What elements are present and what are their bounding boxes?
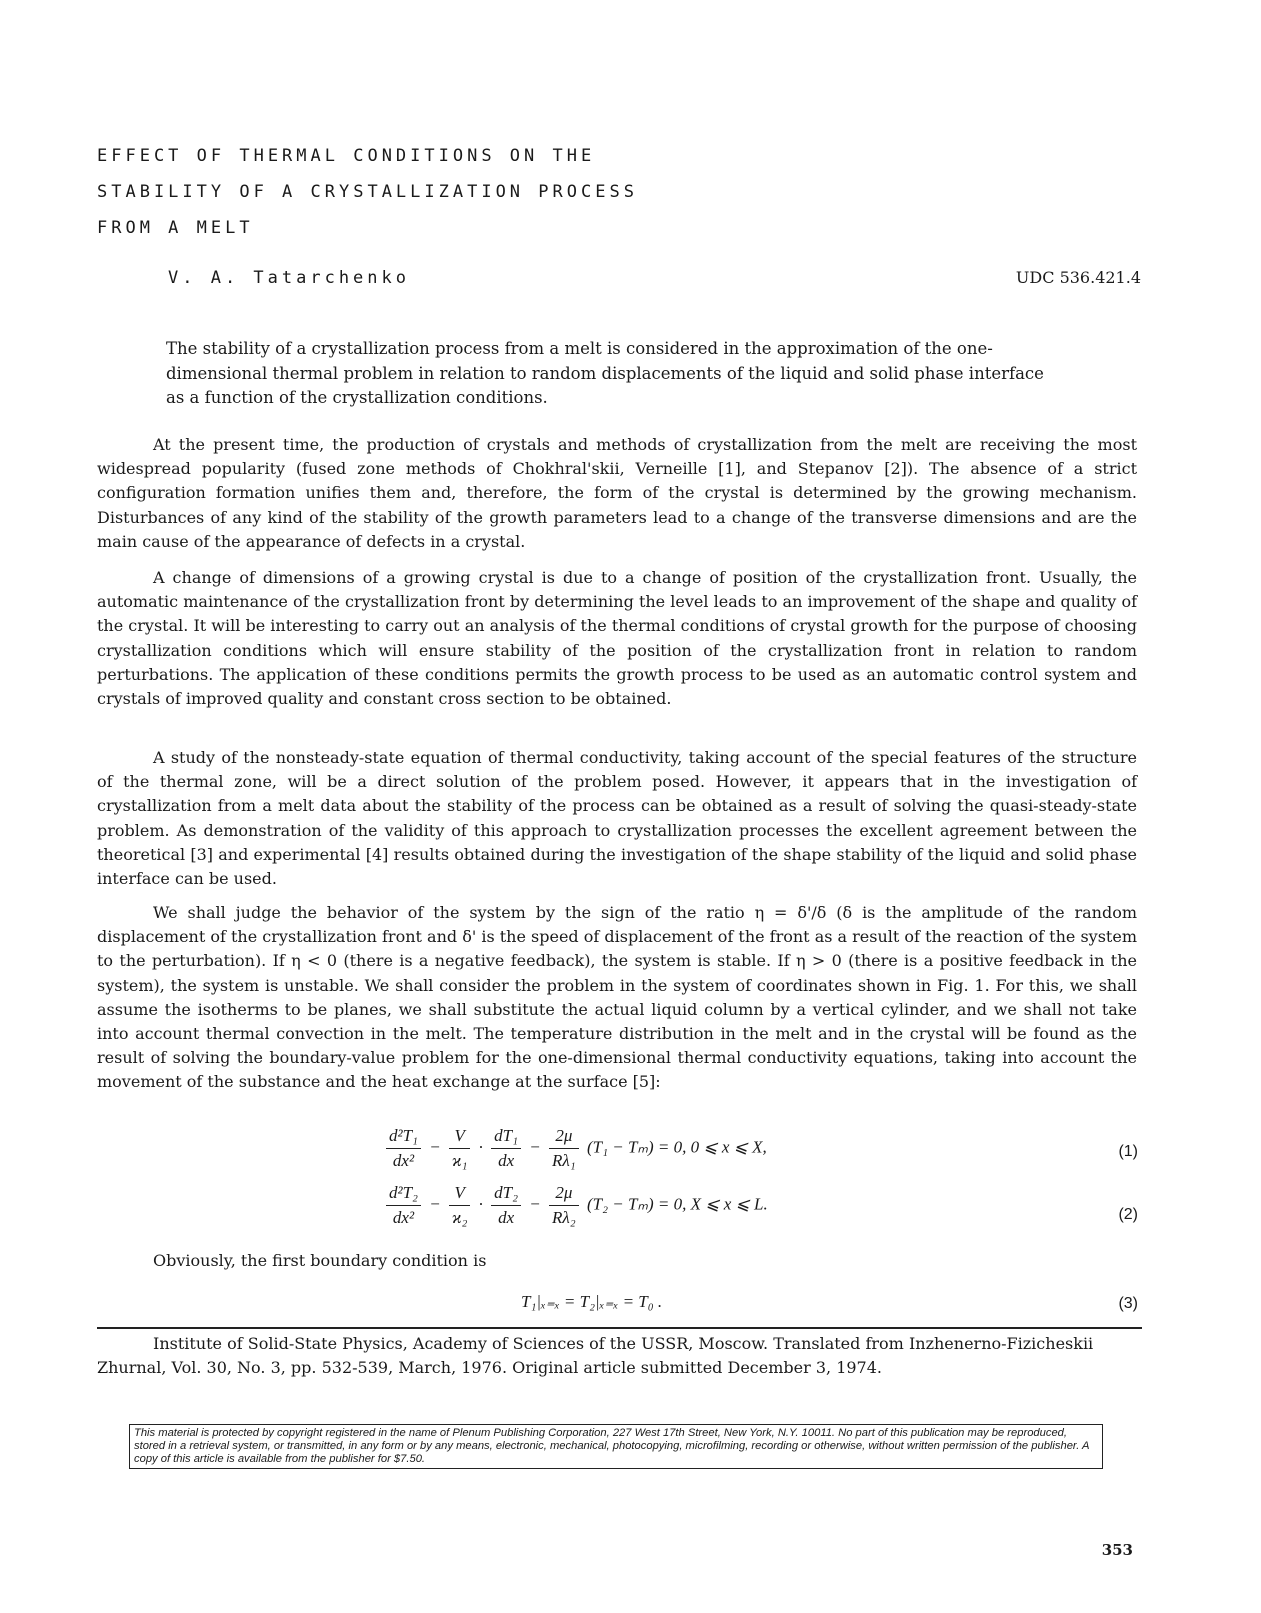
eq2-velocity-term: $\frac{V}{\text{ϰ₂}}$: [449, 1183, 470, 1228]
udc-code: UDC 536.421.4: [1015, 268, 1141, 287]
title-line-1: EFFECT OF THERMAL CONDITIONS ON THE: [97, 146, 596, 166]
eq2-heat-exchange-term: $\frac{2\mu}{\text{Rλ₂}}$: [549, 1183, 579, 1228]
paragraph-1: At the present time, the production of crystals and methods of crystallization from the melt are receiving the most widespread popularity (fused zone methods of Chokhral'skii, Verneille [1], and Stepanov [2]). The absence of a strict configuration formation unifies them and, therefore, the form of the crystal is determined by the growing mechanism. Disturbances of any kind of the stability of the growth parameters lead to a change of the transverse dimensions and are the main cause of the appearance of defects in a crystal.: [97, 435, 1137, 551]
abstract: The stability of a crystallization process from a melt is considered in the approximation of the one-dimensional thermal problem in relation to random displacements of the liquid and solid phase interface as a function of the crystallization conditions.: [166, 339, 1044, 407]
copyright-notice: This material is protected by copyright registered in the name of Plenum Publishing Corporation, 227 West 17th Street, New York, N.Y. 10011. No part of this publication may be reproduced, stored in a retrieval system, or transmitted, in any form or by any means, electronic, mechanical, photocopying, microfilming, recording or otherwise, without written permission of the publisher. A copy of this article is available from the publisher for $7.50.: [129, 1424, 1103, 1469]
eq1-velocity-term: $\frac{V}{\text{ϰ₁}}$: [449, 1126, 470, 1171]
equation-2-number: (2): [1118, 1206, 1138, 1223]
page-number: 353: [1101, 1541, 1133, 1559]
eq1-tail: (T₁ − Tₘ) = 0, 0 ⩽ x ⩽ X,: [586, 1137, 767, 1157]
equation-2: $\frac{\text{d²T₂}}{\text{dx²}}$ − $\frac{V}{\text{ϰ₂}}$ · $\frac{\text{dT₂}}{dx}$ − $\frac{2\mu}{\text{Rλ₂}}$ (T₂ − Tₘ) = 0, X ⩽ x ⩽ L.: [382, 1183, 768, 1228]
eq1-first-derivative: $\frac{\text{dT₁}}{dx}$: [491, 1126, 521, 1171]
eq1-second-derivative: $\frac{\text{d²T₁}}{\text{dx²}}$: [386, 1126, 421, 1171]
equation-1: $\frac{\text{d²T₁}}{\text{dx²}}$ − $\frac{V}{\text{ϰ₁}}$ · $\frac{\text{dT₁}}{dx}$ − $\frac{2\mu}{\text{Rλ₁}}$ (T₁ − Tₘ) = 0, 0 ⩽ x ⩽ X,: [382, 1126, 767, 1171]
equation-3: T₁|ₓ₌ₓ = T₂|ₓ₌ₓ = T₀ .: [521, 1292, 663, 1311]
paragraph-4: We shall judge the behavior of the system by the sign of the ratio η = δ'/δ (δ is the amplitude of the random displacement of the crystallization front and δ' is the speed of displacement of the front as a result of the reaction of the system to the perturbation). If η < 0 (there is a negative feedback), the system is stable. If η > 0 (there is a positive feedback in the system), the system is unstable. We shall consider the problem in the system of coordinates shown in Fig. 1. For this, we shall assume the isotherms to be planes, we shall substitute the actual liquid column by a vertical cylinder, and we shall not take into account thermal convection in the melt. The temperature distribution in the melt and in the crystal will be found as the result of solving the boundary-value problem for the one-dimensional thermal conductivity equations, taking into account the movement of the substance and the heat exchange at the surface [5]:: [97, 903, 1137, 1092]
author: V. A. Tatarchenko: [168, 268, 410, 288]
title-line-2: STABILITY OF A CRYSTALLIZATION PROCESS: [97, 182, 638, 202]
eq2-first-derivative: $\frac{\text{dT₂}}{dx}$: [491, 1183, 521, 1228]
equation-3-number: (3): [1118, 1295, 1138, 1312]
affiliation-footnote: Institute of Solid-State Physics, Academy of Sciences of the USSR, Moscow. Translated from Inzhenerno-Fizicheskii Zhurnal, Vol. 30, No. 3, pp. 532-539, March, 1976. Original article submitted December 3, 1974.: [97, 1334, 1094, 1377]
equation-1-number: (1): [1118, 1143, 1138, 1160]
boundary-condition-text: Obviously, the first boundary condition is: [153, 1251, 487, 1270]
paragraph-2: A change of dimensions of a growing crystal is due to a change of position of the crystallization front. Usually, the automatic maintenance of the crystallization front by determining the level leads to an improvement of the shape and quality of the crystal. It will be interesting to carry out an analysis of the thermal conditions of crystal growth for the purpose of choosing crystallization conditions which will ensure stability of the position of the crystallization front in relation to random perturbations. The application of these conditions permits the growth process to be used as an automatic control system and crystals of improved quality and constant cross section to be obtained.: [97, 568, 1137, 709]
paragraph-3: A study of the nonsteady-state equation of thermal conductivity, taking account of the special features of the structure of the thermal zone, will be a direct solution of the problem posed. However, it appears that in the investigation of crystallization from a melt data about the stability of the process can be obtained as a result of solving the quasi-steady-state problem. As demonstration of the validity of this approach to crystallization processes the excellent agreement between the theoretical [3] and experimental [4] results obtained during the investigation of the shape stability of the liquid and solid phase interface can be used.: [97, 748, 1137, 889]
eq1-heat-exchange-term: $\frac{2\mu}{\text{Rλ₁}}$: [549, 1126, 579, 1171]
title-line-3: FROM A MELT: [97, 218, 254, 238]
footnote-divider: [97, 1327, 1142, 1329]
eq2-second-derivative: $\frac{\text{d²T₂}}{\text{dx²}}$: [386, 1183, 421, 1228]
eq2-tail: (T₂ − Tₘ) = 0, X ⩽ x ⩽ L.: [586, 1194, 768, 1214]
